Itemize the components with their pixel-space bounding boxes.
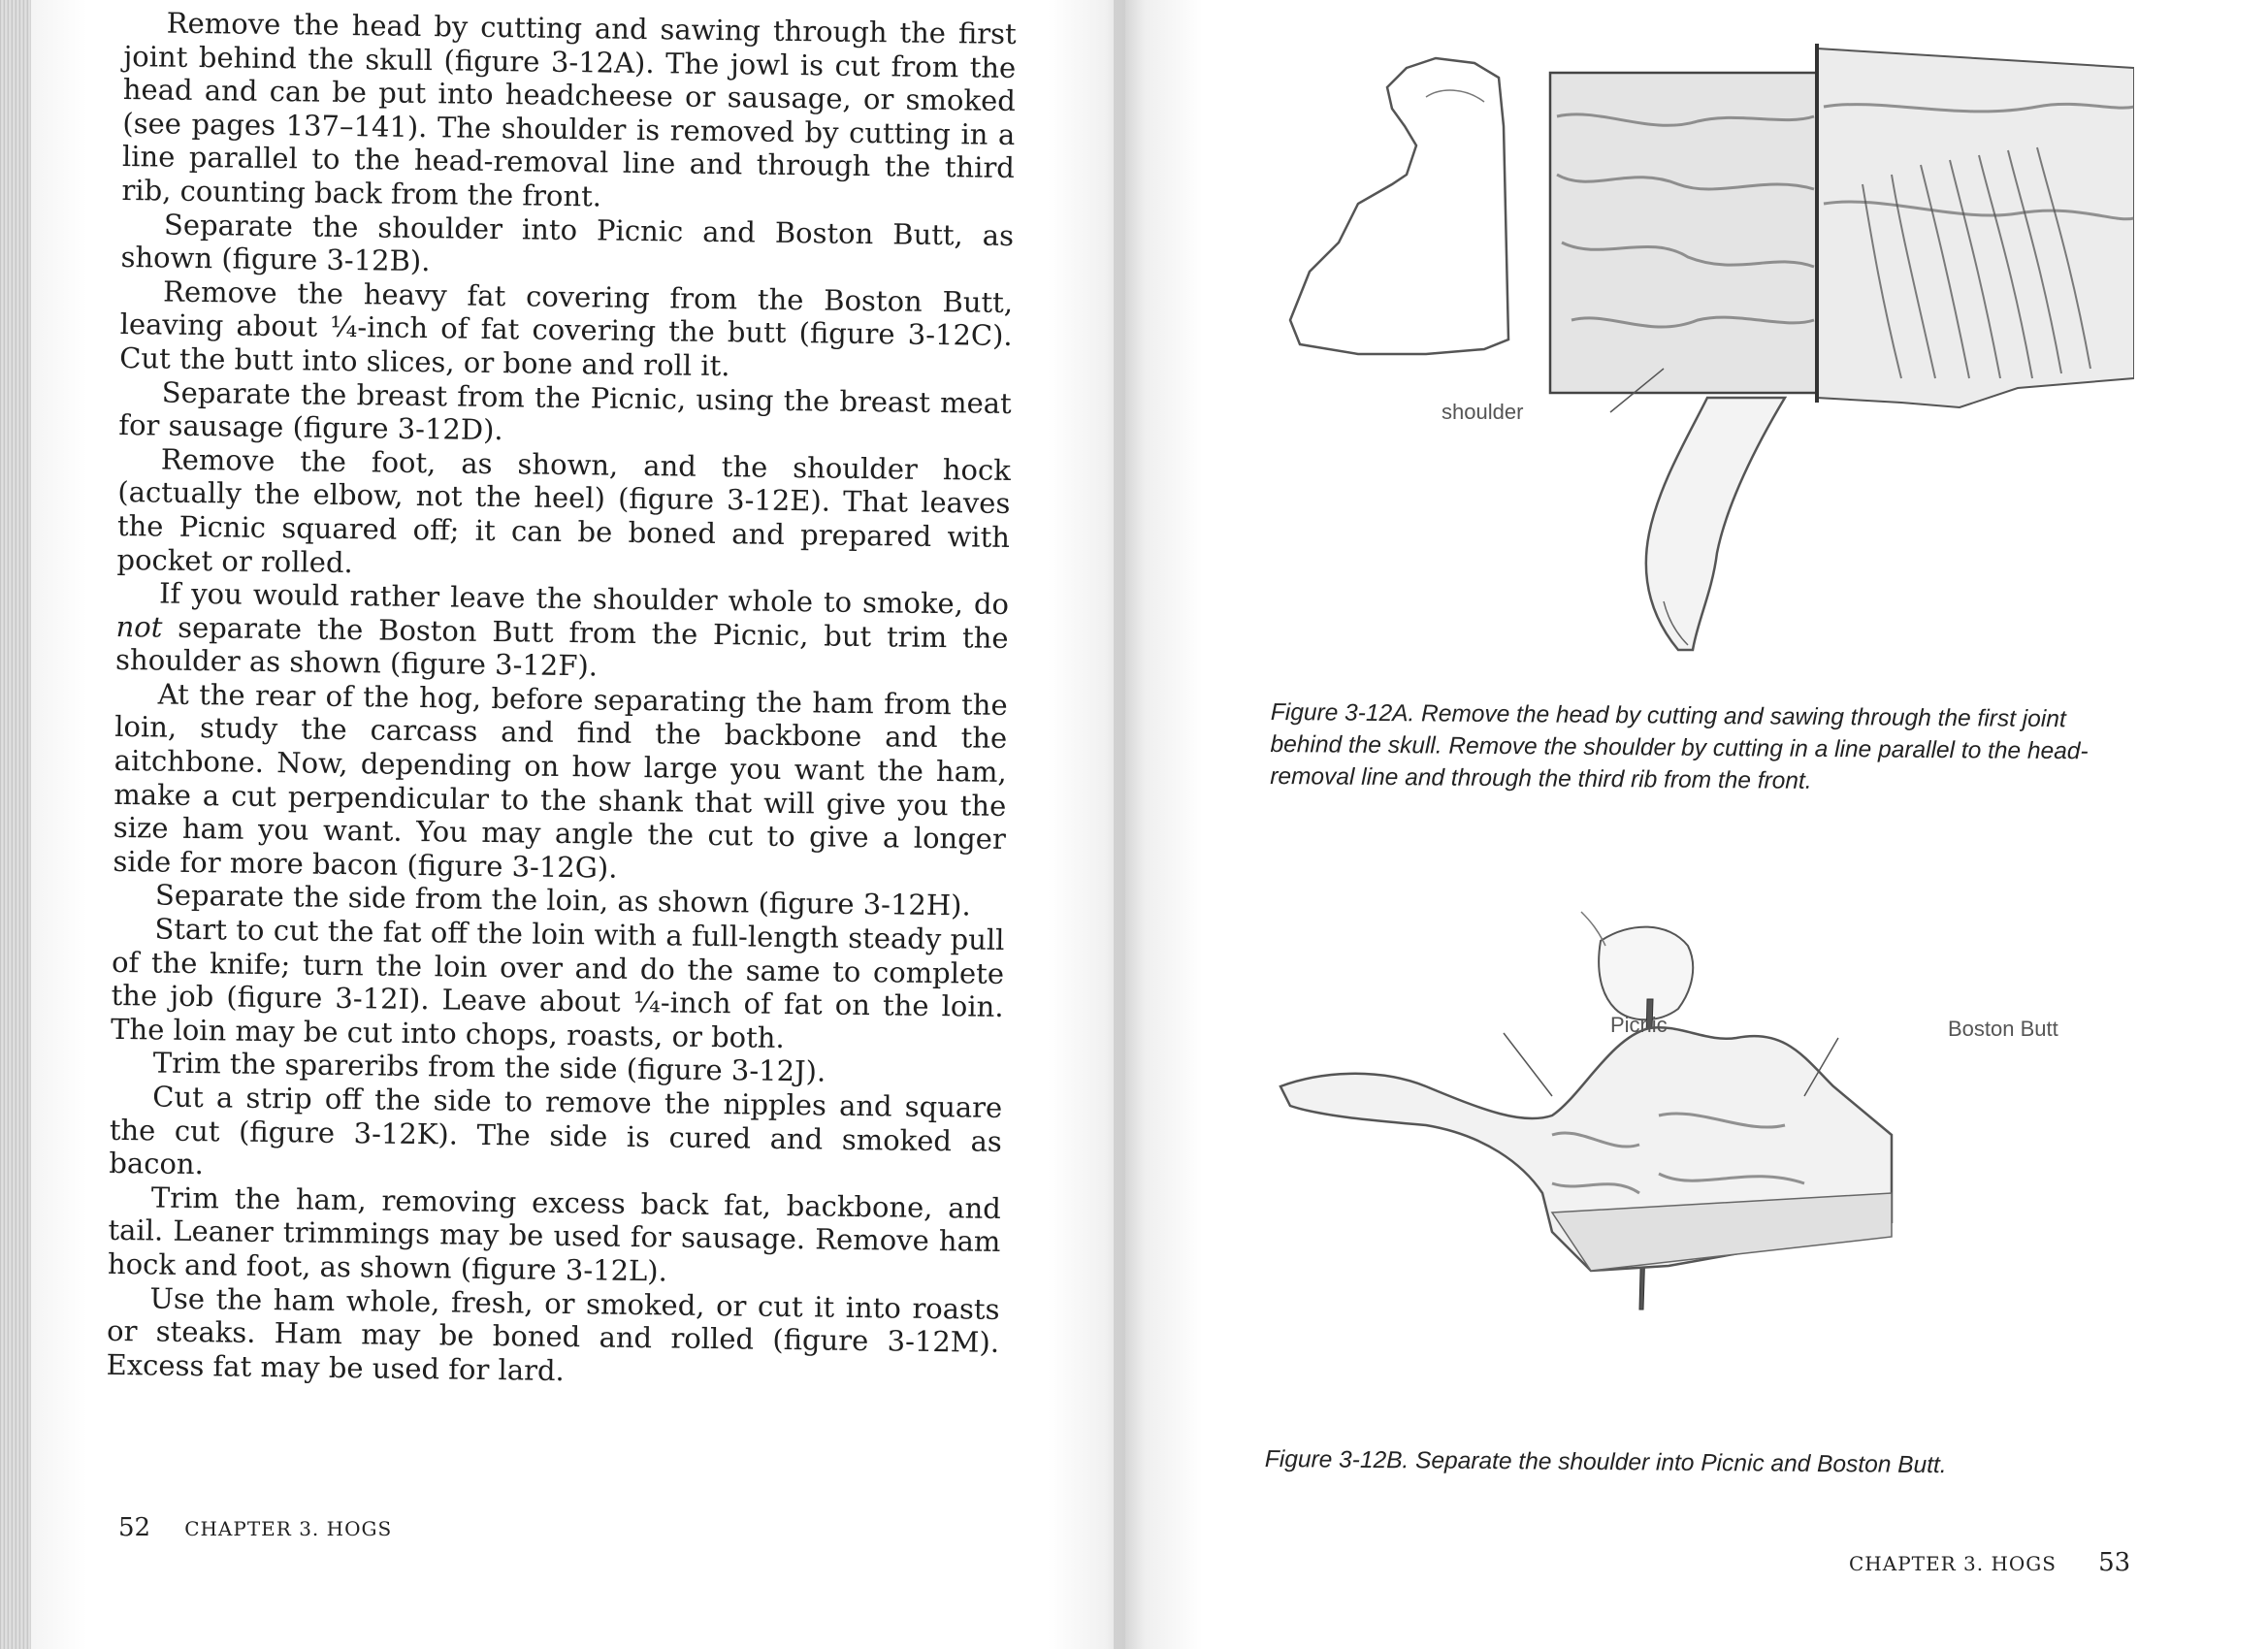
right-folio <box>1849 1548 2130 1577</box>
figure-3-12a-illustration <box>1280 29 2134 689</box>
label-picnic: Picnic <box>1610 1013 1668 1037</box>
running-footer: CHAPTER 3. HOGS <box>184 1517 393 1540</box>
paragraph-text: separate the Boston Butt from the Picnic, but trim the shoulder as shown (figure 3-12F). <box>114 610 1009 683</box>
left-folio <box>118 1513 392 1542</box>
paragraph: Separate the breast from the Picnic, using the breast meat for sausage (figure 3-12D). <box>118 375 1012 447</box>
paragraph: Trim the ham, removing excess back fat, backbone, and tail. Leaner trimmings may be used for sausage. Remove ham hock and foot, as shown (figure 3-12L). <box>107 1180 1002 1288</box>
paragraph: Separate the shoulder into Picnic and Boston Butt, as shown (figure 3-12B). <box>120 208 1015 278</box>
figure-3-12b-illustration <box>1261 902 2154 1358</box>
paragraph: Remove the heavy fat covering from the Boston Butt, leaving about ¼-inch of fat covering the butt (figure 3-12C). Cut the butt into slices, or bone and roll it. <box>119 275 1014 383</box>
page-number: 52 <box>118 1513 151 1542</box>
paragraph <box>115 576 1009 689</box>
running-footer: CHAPTER 3. HOGS <box>1849 1552 2057 1575</box>
paragraph: Start to cut the fat off the loin with a full-length steady pull of the knife; turn the loin over and do the same to complete the job (figure 3-12I). Leave about ¼-inch of fat on the loin. The loin may be cut into chops, roasts, or both. <box>110 912 1005 1054</box>
figure-3-12a-caption: Figure 3-12A. Remove the head by cutting and sawing through the first joint behind the skull. Remove the shoulder by cutting in a line parallel to the head-removal line and through the third rib from the front. <box>1270 698 2089 794</box>
left-page-body <box>106 6 1016 1393</box>
figure-3-12b-caption: Figure 3-12B. Separate the shoulder into Picnic and Boston Butt. <box>1264 1445 1947 1479</box>
label-shoulder: shoulder <box>1442 400 1524 424</box>
left-page <box>0 0 1125 1649</box>
emphasis-text: not <box>115 609 163 644</box>
paragraph: Trim the spareribs from the side (figure 3-12J). <box>152 1046 826 1088</box>
paragraph: At the rear of the hog, before separating the ham from the loin, study the carcass and find the backbone and the aitchbone. Now, depending on how large you want the ham, make a cut perpendicular to the shank that will give you the size ham you want. You may angle the cut to give a longer side for more bacon (figure 3-12G). <box>113 677 1008 885</box>
paragraph: Remove the foot, as shown, and the shoulder hock (actually the elbow, not the heel) (figure 3-12E). That leaves the Picnic squared off; it can be boned and prepared with pocket or rolled. <box>116 442 1012 579</box>
paragraph: Use the ham whole, fresh, or smoked, or cut it into roasts or steaks. Ham may be boned and rolled (figure 3-12M). Excess fat may be used for lard. <box>106 1281 1000 1387</box>
paragraph: Cut a strip off the side to remove the nipples and square the cut (figure 3-12K). The side is cured and smoked as bacon. <box>109 1080 1003 1181</box>
paragraph: Separate the side from the loin, as shown (figure 3-12H). <box>154 878 971 922</box>
page-edge-stack <box>0 0 31 1649</box>
paragraph-text: If you would rather leave the shoulder whole to smoke, do <box>158 576 1010 622</box>
paragraph: Remove the head by cutting and sawing through the first joint behind the skull (figure 3-12A). The jowl is cut from the head and can be put into headcheese or sausage, or smoked (see pages 137–141). The shoulder is removed by cutting in a line parallel to the head-removal line and through the third rib, counting back from the front. <box>121 6 1017 213</box>
label-boston-butt: Boston Butt <box>1948 1017 2058 1041</box>
page-number: 53 <box>2098 1548 2131 1577</box>
